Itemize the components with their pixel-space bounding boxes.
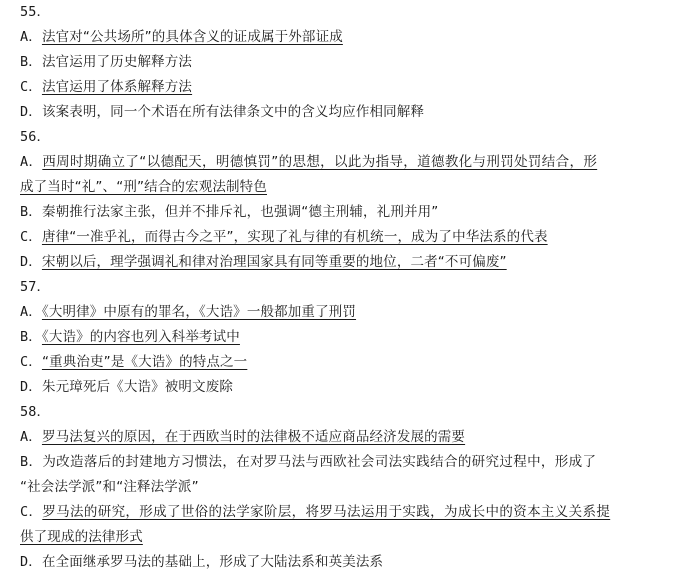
question-number: 56． xyxy=(20,129,51,145)
option-letter: A． xyxy=(20,154,43,170)
option-continuation-line xyxy=(20,475,666,500)
option-text: 法官对“公共场所”的具体含义的证成属于外部证成 xyxy=(41,29,343,45)
option-letter: C． xyxy=(20,354,42,370)
option-letter: B． xyxy=(20,454,43,470)
option-text: 西周时期确立了“以德配天，明德慎罚”的思想，以此为指导，道德教化与刑罚处罚结合，形 xyxy=(42,154,598,170)
option-text: “重典治吏”是《大诰》的特点之一 xyxy=(41,354,248,370)
option-line xyxy=(20,50,666,75)
option-line xyxy=(20,25,666,50)
option-letter: B． xyxy=(20,329,42,345)
option-text: 成了当时“礼”、“刑”结合的宏观法制特色 xyxy=(20,179,267,195)
option-line xyxy=(20,375,666,400)
option-text: 秦朝推行法家主张，但并不排斥礼，也强调“德主刑辅，礼刑并用” xyxy=(41,204,439,220)
option-line xyxy=(20,225,666,250)
option-letter: A． xyxy=(20,429,42,445)
option-line xyxy=(20,425,666,450)
option-text: 《大诰》的内容也列入科举考试中 xyxy=(41,329,240,345)
option-letter: B． xyxy=(20,54,42,70)
option-line xyxy=(20,100,666,125)
option-line xyxy=(20,325,666,350)
option-letter: A． xyxy=(20,29,42,45)
option-text: 在全面继承罗马法的基础上，形成了大陆法系和英美法系 xyxy=(41,554,384,570)
option-text: 朱元璋死后《大诰》被明文废除 xyxy=(41,379,234,395)
option-line xyxy=(20,150,666,175)
option-continuation-line xyxy=(20,175,666,200)
option-text: 罗马法复兴的原因，在于西欧当时的法律极不适应商品经济发展的需要 xyxy=(41,429,466,445)
exam-answer-document xyxy=(20,0,666,575)
option-continuation-line xyxy=(20,525,666,550)
option-letter: D． xyxy=(20,104,42,120)
option-text: 供了现成的法律形式 xyxy=(20,529,143,545)
question-number: 58． xyxy=(20,404,51,420)
option-text: 法官运用了体系解释方法 xyxy=(41,79,193,95)
option-letter: C． xyxy=(20,229,42,245)
option-text: 该案表明，同一个术语在所有法律条文中的含义均应作相同解释 xyxy=(41,104,425,120)
option-line xyxy=(20,200,666,225)
option-text: 《大明律》中原有的罪名，《大诰》一般都加重了刑罚 xyxy=(41,304,357,320)
option-line xyxy=(20,250,666,275)
option-letter: B． xyxy=(20,204,42,220)
option-text: 法官运用了历史解释方法 xyxy=(41,54,193,70)
option-line xyxy=(20,75,666,100)
question-number: 55． xyxy=(20,4,51,20)
option-text: 唐律“一准乎礼，而得古今之平”，实现了礼与律的有机统一，成为了中华法系的代表 xyxy=(41,229,548,245)
option-line xyxy=(20,550,666,575)
option-text: “社会法学派”和“注释法学派” xyxy=(20,479,199,495)
option-letter: D． xyxy=(20,379,42,395)
option-text: 罗马法的研究，形成了世俗的法学家阶层，将罗马法运用于实践，为成长中的资本主义关系提 xyxy=(42,504,611,520)
option-line xyxy=(20,300,666,325)
option-line xyxy=(20,350,666,375)
option-text: 为改造落后的封建地方习惯法，在对罗马法与西欧社会司法实践结合的研究过程中，形成了 xyxy=(42,454,597,470)
option-letter: C． xyxy=(20,79,42,95)
option-line xyxy=(20,500,666,525)
option-letter: D． xyxy=(20,554,42,570)
question-number: 57． xyxy=(20,279,51,295)
option-letter: A． xyxy=(20,304,42,320)
option-line xyxy=(20,450,666,475)
option-letter: D． xyxy=(20,254,42,270)
option-text: 宋朝以后，理学强调礼和律对治理国家具有同等重要的地位，二者“不可偏废” xyxy=(41,254,507,270)
option-letter: C． xyxy=(20,504,43,520)
